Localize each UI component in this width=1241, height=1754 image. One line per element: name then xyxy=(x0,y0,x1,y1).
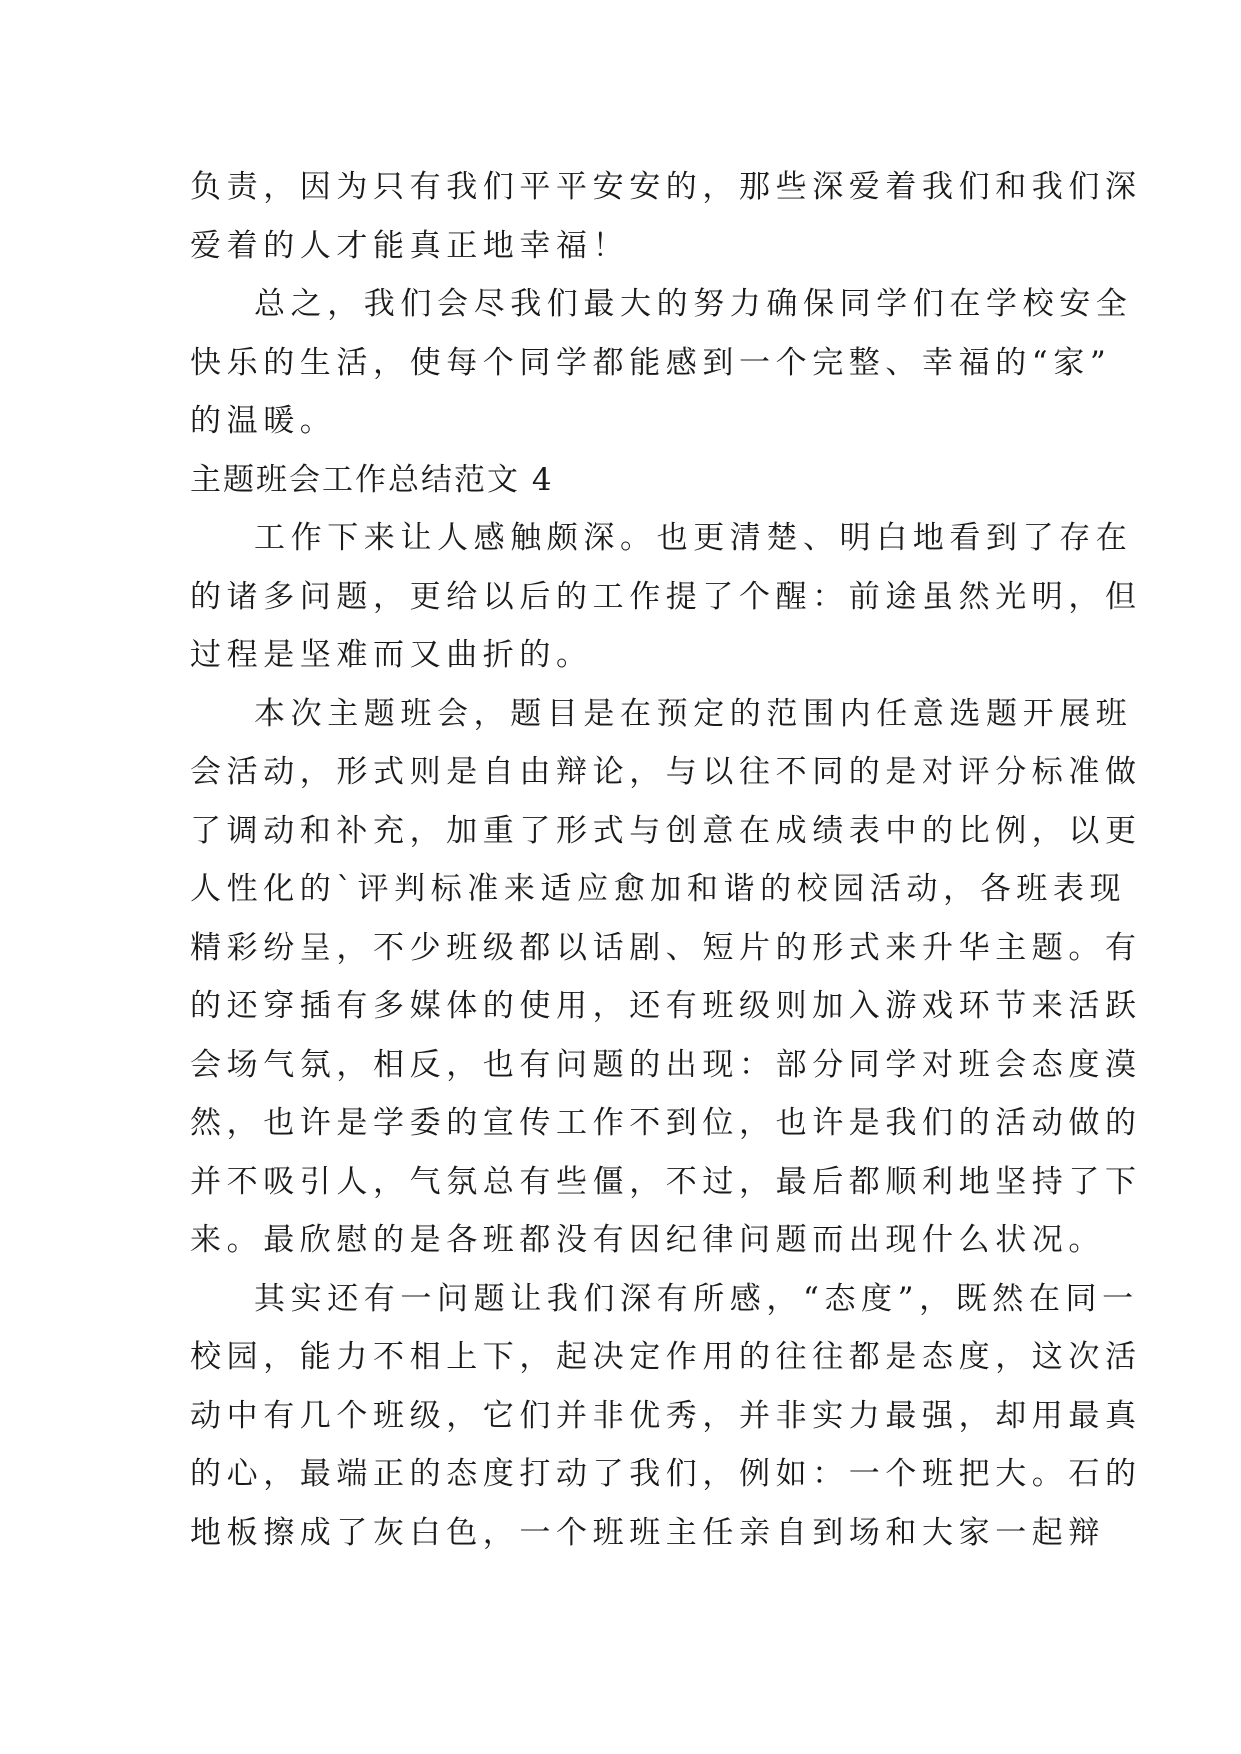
text-line: 的诸多问题，更给以后的工作提了个醒：前途虽然光明，但 xyxy=(190,578,1142,615)
text-line: 人性化的`评判标准来适应愈加和谐的校园活动，各班表现 xyxy=(190,871,1127,907)
section-heading: 主题班会工作总结范文 4 xyxy=(190,461,554,498)
text-line: 的心，最端正的态度打动了我们，例如：一个班把大。石的 xyxy=(190,1456,1142,1492)
text-line: 会场气氛，相反，也有问题的出现：部分同学对班会态度漠 xyxy=(190,1046,1142,1083)
paragraph-start-line: 工作下来让人感触颇深。也更清楚、明白地看到了存在 xyxy=(254,520,1133,556)
text-line: 然，也许是学委的宣传工作不到位，也许是我们的活动做的 xyxy=(190,1105,1142,1141)
paragraph-start-line: 其实还有一问题让我们深有所感，“态度”，既然在同一 xyxy=(254,1280,1139,1317)
paragraph-start-line: 本次主题班会，题目是在预定的范围内任意选题开展班 xyxy=(254,695,1133,732)
paragraph-start-line: 总之，我们会尽我们最大的努力确保同学们在学校安全 xyxy=(254,286,1133,322)
text-line: 会活动，形式则是自由辩论，与以往不同的是对评分标准做 xyxy=(190,754,1142,790)
text-line: 精彩纷呈，不少班级都以话剧、短片的形式来升华主题。有 xyxy=(190,929,1142,966)
text-line: 的温暖。 xyxy=(190,403,337,439)
text-line: 了调动和补充，加重了形式与创意在成绩表中的比例，以更 xyxy=(190,812,1142,849)
text-line: 动中有几个班级，它们并非优秀，并非实力最强，却用最真 xyxy=(190,1397,1142,1434)
text-line: 地板擦成了灰白色，一个班班主任亲自到场和大家一起辩 xyxy=(190,1514,1105,1551)
document-body xyxy=(190,158,1142,1562)
text-line: 负责，因为只有我们平平安安的，那些深爱着我们和我们深 xyxy=(190,169,1142,205)
text-line: 过程是坚难而又曲折的。 xyxy=(190,637,593,673)
text-line: 快乐的生活，使每个同学都能感到一个完整、幸福的“家” xyxy=(190,344,1112,381)
text-line: 爱着的人才能真正地幸福！ xyxy=(190,227,630,264)
text-line: 来。最欣慰的是各班都没有因纪律问题而出现什么状况。 xyxy=(190,1222,1105,1258)
text-line: 校园，能力不相上下，起决定作用的往往都是态度，这次活 xyxy=(190,1339,1142,1375)
text-line: 的还穿插有多媒体的使用，还有班级则加入游戏环节来活跃 xyxy=(190,988,1142,1024)
text-line: 并不吸引人，气氛总有些僵，不过，最后都顺利地坚持了下 xyxy=(190,1163,1142,1200)
